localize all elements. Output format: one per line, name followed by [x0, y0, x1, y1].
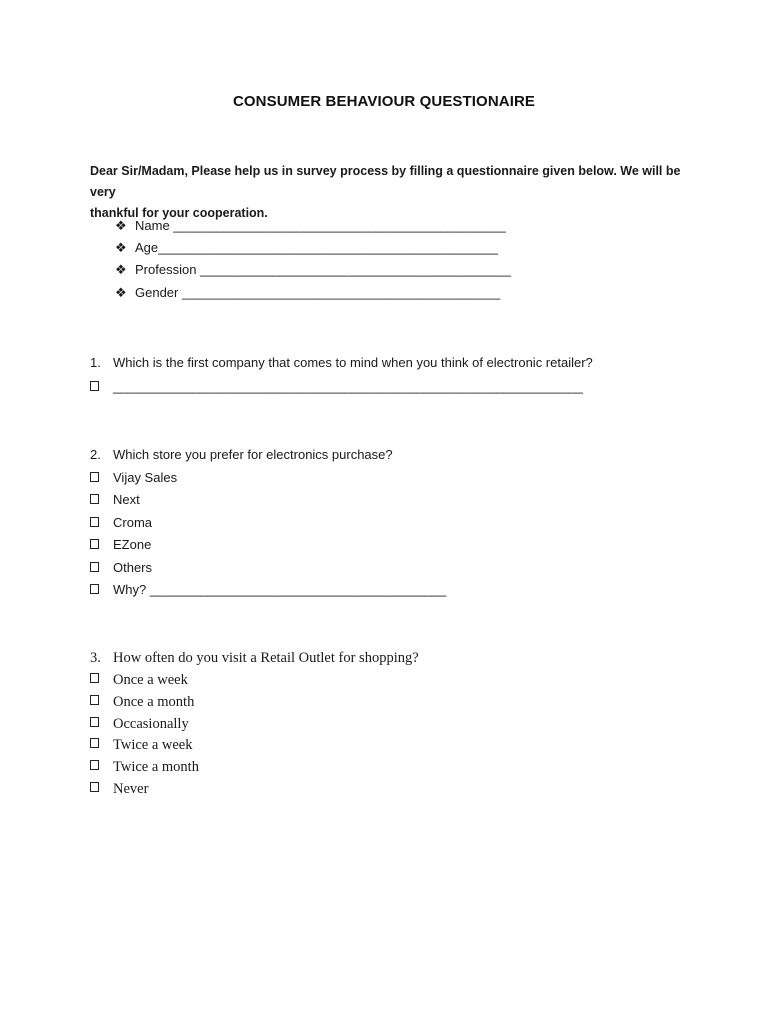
option-croma[interactable]: [90, 515, 152, 530]
option-twice-a-month[interactable]: [90, 759, 199, 776]
option-label: Twice a week: [113, 737, 193, 753]
question-1: [90, 355, 593, 370]
diamond-bullet-icon: ❖: [115, 240, 127, 255]
question-number: 3.: [90, 650, 101, 666]
intro-line-1: Dear Sir/Madam, Please help us in survey process by filling a questionnaire given below. We will be very: [90, 164, 681, 199]
field-label: Profession ___________________________________________: [135, 262, 511, 277]
checkbox-icon[interactable]: [90, 517, 99, 527]
question-text: How often do you visit a Retail Outlet for shopping?: [113, 650, 419, 666]
checkbox-icon[interactable]: [90, 760, 99, 770]
option-once-a-month[interactable]: [90, 694, 194, 711]
option-never[interactable]: [90, 781, 148, 798]
field-label: Gender ____________________________________________: [135, 285, 501, 300]
option-label: Next: [113, 492, 140, 507]
intro-line-2: thankful for your cooperation.: [90, 206, 268, 220]
checkbox-icon[interactable]: [90, 494, 99, 504]
checkbox-icon[interactable]: [90, 782, 99, 792]
diamond-bullet-icon: ❖: [115, 218, 127, 233]
option-label: Croma: [113, 515, 153, 530]
option-next[interactable]: [90, 492, 140, 507]
field-name[interactable]: [115, 218, 506, 234]
question-text: Which store you prefer for electronics purchase?: [113, 447, 393, 462]
checkbox-icon[interactable]: [90, 717, 99, 727]
option-ezone[interactable]: [90, 537, 151, 552]
option-label: Others: [113, 560, 153, 575]
answer-line[interactable]: [90, 379, 583, 394]
option-occasionally[interactable]: [90, 716, 189, 733]
checkbox-icon[interactable]: [90, 695, 99, 705]
option-twice-a-week[interactable]: [90, 737, 193, 754]
option-label: Once a week: [113, 672, 188, 688]
option-label: Occasionally: [113, 716, 189, 732]
checkbox-icon[interactable]: [90, 562, 99, 572]
option-label: EZone: [113, 537, 152, 552]
option-once-a-week[interactable]: [90, 672, 188, 689]
option-label: _________________________________________________________________: [113, 379, 583, 394]
field-gender[interactable]: [115, 285, 500, 301]
checkbox-icon[interactable]: [90, 381, 99, 391]
field-label: Name ______________________________________________: [135, 218, 506, 233]
option-vijay-sales[interactable]: [90, 470, 177, 485]
question-3: [90, 650, 419, 667]
diamond-bullet-icon: ❖: [115, 262, 127, 277]
intro-paragraph: [90, 161, 690, 224]
checkbox-icon[interactable]: [90, 673, 99, 683]
diamond-bullet-icon: ❖: [115, 285, 127, 300]
option-others[interactable]: [90, 560, 152, 575]
checkbox-icon[interactable]: [90, 738, 99, 748]
question-number: 2.: [90, 447, 101, 462]
field-label: Age_______________________________________________: [135, 240, 498, 255]
checkbox-icon[interactable]: [90, 472, 99, 482]
option-label: Vijay Sales: [113, 470, 178, 485]
option-label: Never: [113, 781, 149, 797]
field-profession[interactable]: [115, 262, 511, 278]
option-label: Why? _________________________________________: [113, 582, 447, 597]
option-label: Once a month: [113, 694, 195, 710]
question-text: Which is the first company that comes to mind when you think of electronic retailer?: [113, 355, 593, 370]
option-label: Twice a month: [113, 759, 199, 775]
checkbox-icon[interactable]: [90, 539, 99, 549]
option-why[interactable]: [90, 582, 446, 597]
checkbox-icon[interactable]: [90, 584, 99, 594]
question-2: [90, 447, 393, 462]
question-number: 1.: [90, 355, 101, 370]
field-age[interactable]: [115, 240, 498, 256]
page-title: CONSUMER BEHAVIOUR QUESTIONAIRE: [232, 93, 535, 110]
